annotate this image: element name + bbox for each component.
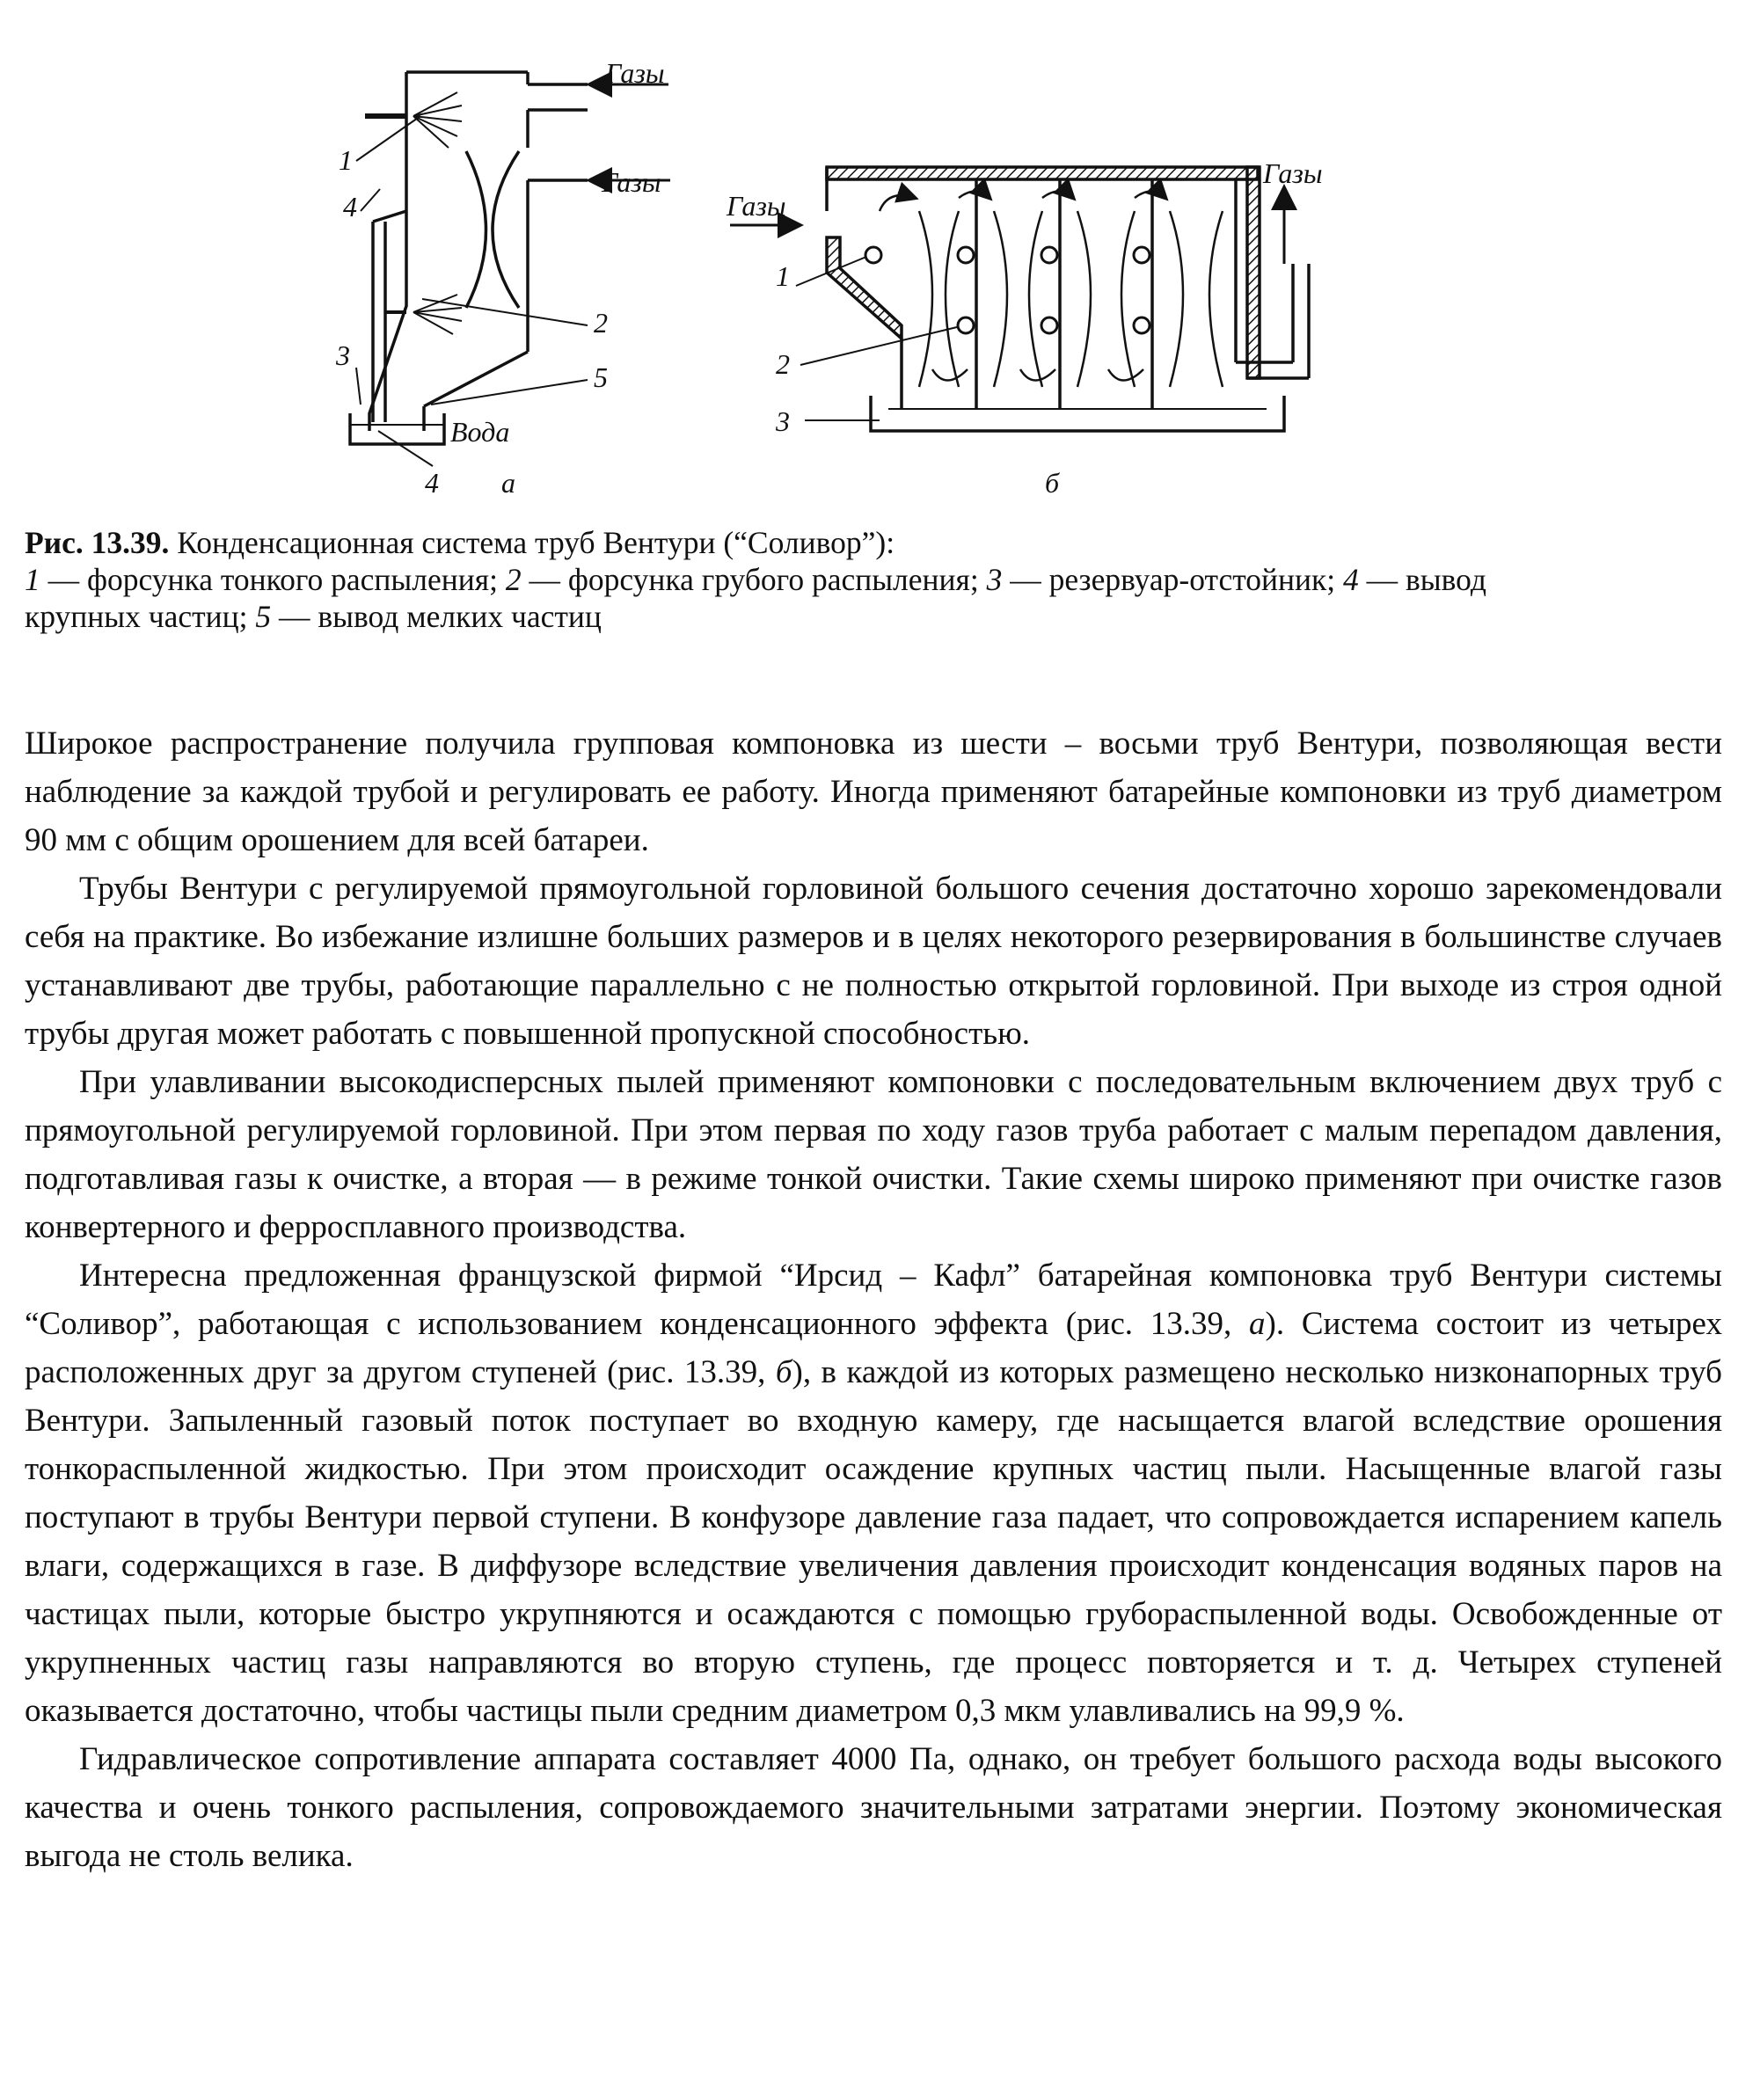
a-gas-top-label: Газы <box>605 57 665 89</box>
legend-text-1: — форсунка тонкого распыления; <box>40 562 506 597</box>
caption-legend-line-1 <box>25 561 1722 598</box>
a-label-1: 1 <box>339 144 353 176</box>
diagram-b-labels <box>726 157 1323 499</box>
caption-legend-line-2 <box>25 598 1722 635</box>
a-label-3: 3 <box>336 339 350 371</box>
legend-num-1: 1 <box>25 562 40 597</box>
paragraph-2: Трубы Вентури с регулируемой прямоугольной горловиной большого сечения достаточно хорошо зарекомендовали себя на практике. Во избежание излишне больших размеров и в целях некоторого резервирования в большинстве случаев устанавливают две трубы, работающие параллельно с не полностью открытой горловиной. При выходе из строя одной трубы другая может работать с повышенной пропускной способностью. <box>25 871 1722 1052</box>
a-label-4-bottom: 4 <box>425 467 439 499</box>
b-gas-in-label: Газы <box>727 190 786 222</box>
legend-num-5: 5 <box>255 599 272 634</box>
paragraph-1: Широкое распространение получила групповая компоновка из шести – восьми труб Вентури, позволяющая вести наблюдение за каждой трубой и регулировать ее работу. Иногда применяют батарейные компоновки из труб диаметром 90 мм с общим орошением для всей батареи. <box>25 726 1722 858</box>
legend-text-5: — вывод мелких частиц <box>271 599 602 634</box>
figure-caption <box>25 524 1722 635</box>
caption-title-line <box>25 524 1722 561</box>
b-label-3: 3 <box>776 405 790 437</box>
paragraph-4-part-a: Интересна предложенная французской фирмой “Ирсид – Кафл” батарейная компоновка труб Вентури системы “Соливор”, работающая с использованием конденсационного эффекта (рис. 13.39, <box>25 1258 1722 1342</box>
a-label-2: 2 <box>594 307 608 339</box>
b-label-1: 1 <box>776 260 790 292</box>
a-gas-mid-label: Газы <box>602 166 661 198</box>
legend-num-4: 4 <box>1343 562 1359 597</box>
a-label-5: 5 <box>594 361 608 393</box>
legend-text-4: — вывод <box>1358 562 1486 597</box>
paragraph-4-part-b: ). Система состоит из четырех расположенных друг за другом ступеней (рис. 13.39, <box>25 1306 1722 1390</box>
diagram-b <box>730 167 1309 431</box>
paragraph-3: При улавливании высокодисперсных пылей применяют компоновки с последовательным включением двух труб с прямоугольной регулируемой горловиной. При этом первая по ходу газов труба работает с малым перепадом давления, подготавливая газы к очистке, а вторая — в режиме тонкой очистки. Такие схемы широко применяют при очистке газов конвертерного и ферросплавного производства. <box>25 1064 1722 1245</box>
paragraph-4 <box>25 1251 1722 1735</box>
paragraph-5: Гидравлическое сопротивление аппарата составляет 4000 Па, однако, он требует большого расхода воды высокого качества и очень тонкого распыления, сопровождаемого значительными затратами энергии. Поэтому экономическая выгода не столь велика. <box>25 1741 1722 1874</box>
figure-number: Рис. 13.39. <box>25 525 170 560</box>
legend-line2-prefix: крупных частиц; <box>25 599 256 634</box>
legend-text-3: — резервуар-отстойник; <box>1002 562 1343 597</box>
a-label-4-top: 4 <box>343 191 357 222</box>
a-water-label: Вода <box>450 416 510 448</box>
b-sub-label: б <box>1045 467 1060 499</box>
b-gas-out-label: Газы <box>1263 157 1323 189</box>
caption-title: Конденсационная система труб Вентури (“Соливор”): <box>169 525 895 560</box>
a-sub-label: а <box>501 467 515 499</box>
figure-ref-b: б <box>775 1354 792 1390</box>
legend-text-2: — форсунка грубого распыления; <box>521 562 987 597</box>
diagram-a <box>350 72 670 466</box>
paragraph-4-part-c: ), в каждой из которых размещено несколько низконапорных труб Вентури. Запыленный газовый поток поступает во входную камеру, где насыщается влагой вследствие орошения тонкораспыленной жидкостью. При этом происходит осаждение крупных частиц пыли. Насыщенные влагой газы поступают в трубы Вентури первой ступени. В конфузоре давление газа падает, что сопровождается испарением капель влаги, содержащихся в газе. В диффузоре вследствие увеличения давления происходит конденсация водяных паров на частицах пыли, которые быстро укрупняются и осаждаются с помощью грубораспыленной воды. Освобожденные от укрупненных частиц газы направляются во вторую ступень, где процесс повторяется и т. д. Четырех ступеней оказывается достаточно, чтобы частицы пыли средним диаметром 0,3 мкм улавливались на 99,9 %. <box>25 1354 1722 1729</box>
figure-ref-a: а <box>1249 1306 1266 1342</box>
body-text <box>25 719 1722 1880</box>
b-label-2: 2 <box>776 348 790 380</box>
legend-num-2: 2 <box>505 562 522 597</box>
figure-13-39 <box>0 0 1738 510</box>
legend-num-3: 3 <box>986 562 1003 597</box>
